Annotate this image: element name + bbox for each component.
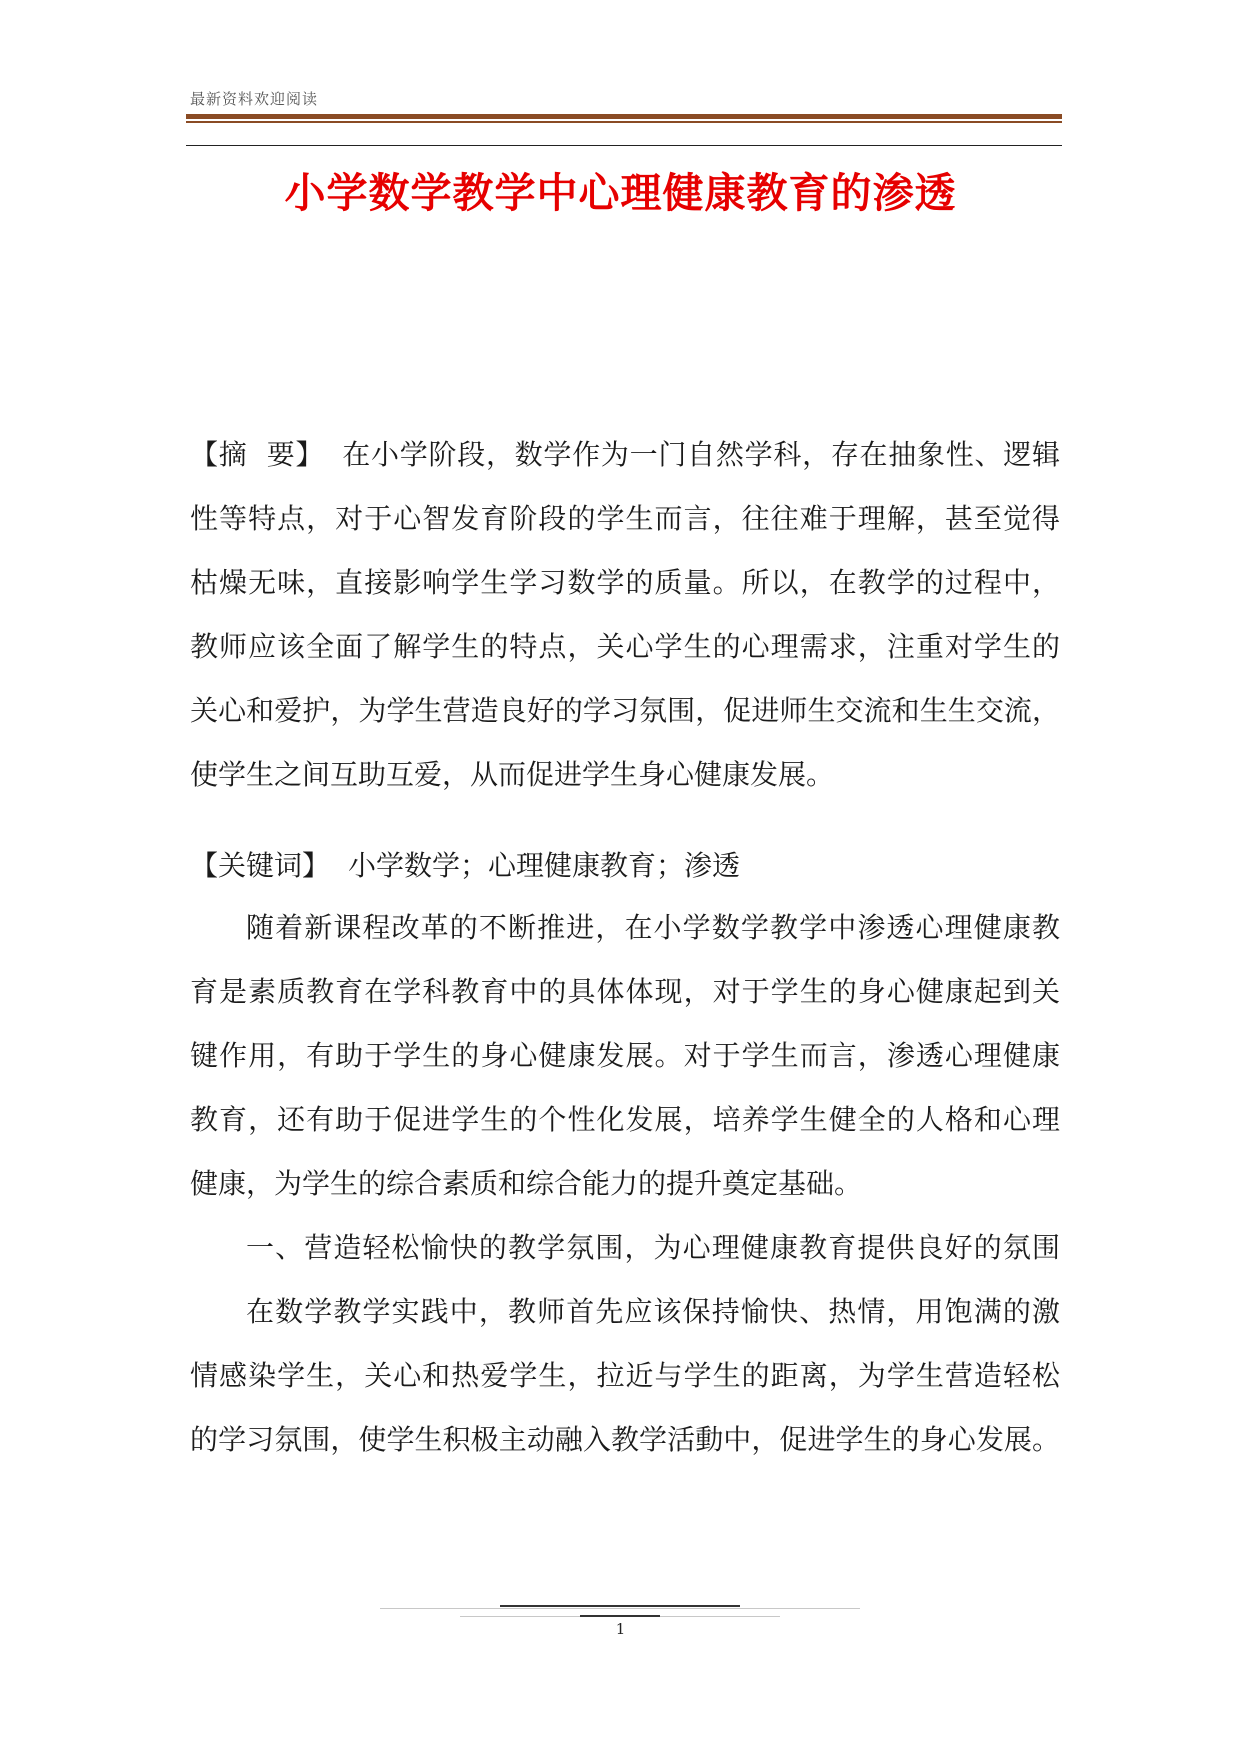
footer-rule: [500, 1605, 740, 1607]
keywords-section: [190, 834, 1060, 898]
keywords-label: 【关键词】: [190, 849, 331, 882]
paragraph-line: 的学习氛围，使学生积极主动融入教学活動中，促进学生的身心发展。: [190, 1423, 1060, 1456]
abstract-line-5: 关心和爱护，为学生营造良好的学习氛围，促进师生交流和生生交流，: [190, 694, 1060, 727]
paragraph-line: 在数学教学实践中，教师首先应该保持愉快、热情，用饱满的激: [246, 1295, 1060, 1328]
paragraph-line: 随着新课程改革的不断推进，在小学数学教学中渗透心理健康教: [246, 911, 1060, 944]
abstract-label: 【摘 要】: [190, 438, 325, 471]
abstract-line-2: 性等特点，对于心智发育阶段的学生而言，往往难于理解，甚至觉得: [190, 502, 1060, 535]
abstract-line-3: 枯燥无味，直接影响学生学习数学的质量。所以，在教学的过程中，: [190, 566, 1060, 599]
header-rule-thick: [186, 114, 1062, 119]
footer-rule: [580, 1615, 660, 1617]
section-heading-1: [190, 1216, 1060, 1280]
header-rule-black: [186, 145, 1062, 146]
keywords-line: [190, 834, 1060, 898]
page-number: 1: [615, 1620, 626, 1638]
abstract-line-1: [190, 423, 1060, 487]
abstract-line-6: 使学生之间互助互爱，从而促进学生身心健康发展。: [190, 758, 835, 791]
body-paragraph-1: [190, 896, 1060, 1216]
footer-rule: [380, 1608, 860, 1609]
paragraph-line: 键作用，有助于学生的身心健康发展。对于学生而言，渗透心理健康: [190, 1039, 1060, 1072]
keywords-text: 小学数学；心理健康教育；渗透: [348, 849, 741, 882]
document-title: 小学数学教学中心理健康教育的渗透: [284, 169, 957, 217]
page-header-text: 最新资料欢迎阅读: [190, 90, 319, 108]
body-paragraph-2: [190, 1280, 1060, 1472]
header-rule-thin: [186, 121, 1062, 123]
abstract-section: [190, 423, 1060, 807]
section-heading-line: 一、营造轻松愉快的教学氛围，为心理健康教育提供良好的氛围: [246, 1231, 1060, 1264]
paragraph-line: 育是素质教育在学科教育中的具体体现，对于学生的身心健康起到关: [190, 975, 1060, 1008]
paragraph-line: 健康，为学生的综合素质和综合能力的提升奠定基础。: [190, 1167, 863, 1200]
abstract-line-4: 教师应该全面了解学生的特点，关心学生的心理需求，注重对学生的: [190, 630, 1060, 663]
paragraph-line: 情感染学生，关心和热爱学生，拉近与学生的距离，为学生营造轻松: [190, 1359, 1060, 1392]
paragraph-line: 教育，还有助于促进学生的个性化发展，培养学生健全的人格和心理: [190, 1103, 1060, 1136]
abstract-text: 在小学阶段，数学作为一门自然学科，存在抽象性、逻辑: [342, 438, 1060, 471]
